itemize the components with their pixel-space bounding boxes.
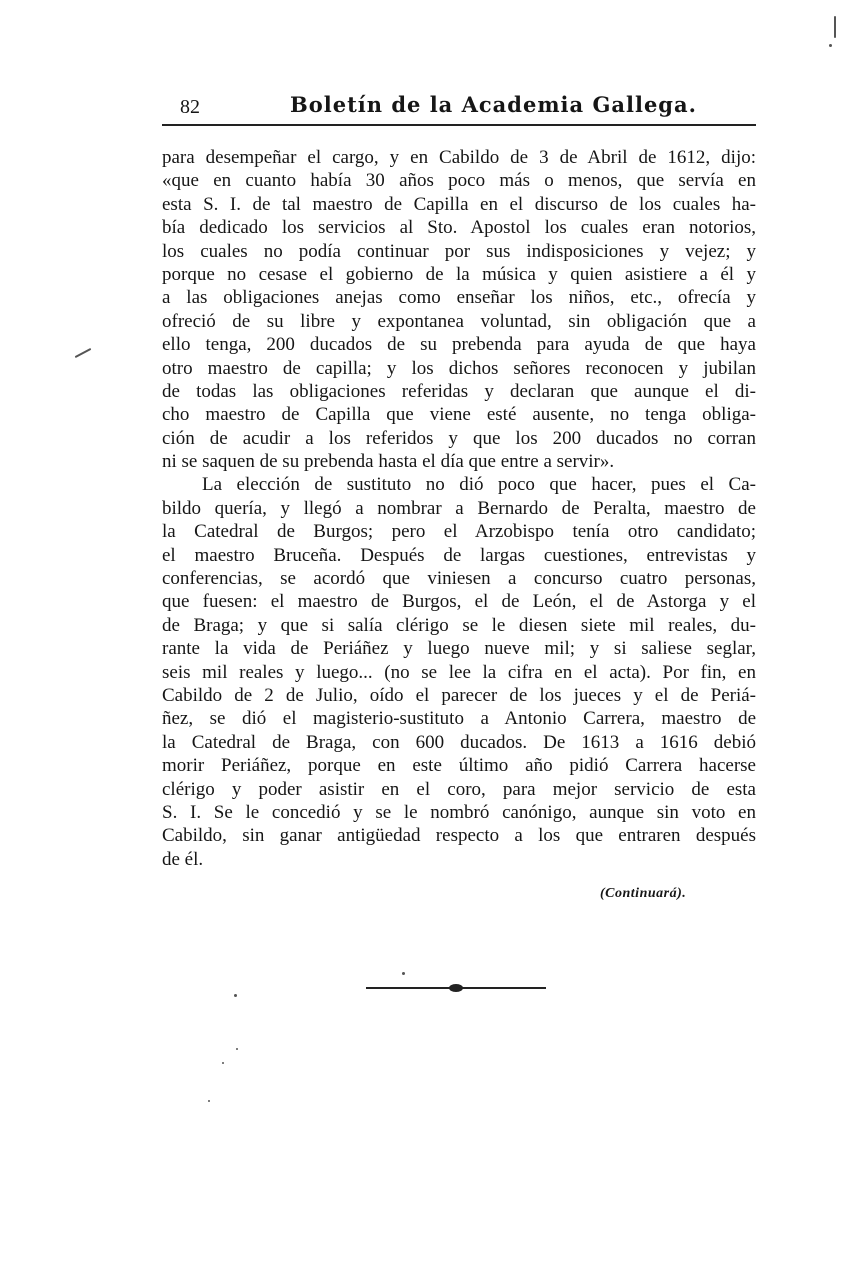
scan-speck xyxy=(834,16,836,38)
text-line: rante la vida de Periáñez y luego nueve mil; y si saliese seglar, xyxy=(162,638,756,660)
text-line: a las obligaciones anejas como enseñar los niños, etc., ofrecía y xyxy=(162,287,756,309)
end-ornament-rule xyxy=(366,980,546,996)
continued-note: (Continuará). xyxy=(600,886,687,901)
text-line: seis mil reales y luego... (no se lee la cifra en el acta). Por fin, en xyxy=(162,661,756,683)
scan-speck xyxy=(402,972,405,975)
text-line: morir Periáñez, porque en este último año pidió Carrera hacerse xyxy=(162,755,756,777)
text-line: ofreció de su libre y expontanea voluntad, sin obligación que a xyxy=(162,310,756,332)
page-number: 82 xyxy=(180,96,200,118)
text-line: ello tenga, 200 ducados de su prebenda para ayuda de que haya xyxy=(162,334,756,356)
text-line: bildo quería, y llegó a nombrar a Bernardo de Peralta, maestro de xyxy=(162,497,756,519)
scan-speck xyxy=(236,1048,238,1050)
article-body xyxy=(162,146,756,871)
scan-speck xyxy=(222,1062,224,1064)
text-line: porque no cesase el gobierno de la música y quien asistiere a él y xyxy=(162,263,756,285)
ornament-center-dot xyxy=(449,984,463,992)
text-line: Cabildo, sin ganar antigüedad respecto a los que entraren después xyxy=(162,825,756,847)
scan-speck xyxy=(234,994,237,997)
journal-title: Boletín de la Academia Gallega. xyxy=(290,92,697,117)
text-line: cho maestro de Capilla que viene esté ausente, no tenga obliga- xyxy=(162,404,756,426)
running-header xyxy=(162,90,756,122)
text-line: S. I. Se le concedió y se le nombró canónigo, aunque sin voto en xyxy=(162,801,756,823)
text-line: el maestro Bruceña. Después de largas cuestiones, entrevistas y xyxy=(162,544,756,566)
text-line: esta S. I. de tal maestro de Capilla en el discurso de los cuales ha- xyxy=(162,193,756,215)
text-line: para desempeñar el cargo, y en Cabildo de 3 de Abril de 1612, dijo: xyxy=(162,147,756,168)
text-line: «que en cuanto había 30 años poco más o menos, que servía en xyxy=(162,170,756,192)
text-line: ción de acudir a los referidos y que los 200 ducados no corran xyxy=(162,427,756,449)
text-line: Cabildo de 2 de Julio, oído el parecer de los jueces y el de Periá- xyxy=(162,684,756,706)
text-line: bía dedicado los servicios al Sto. Apostol los cuales eran notorios, xyxy=(162,217,756,239)
paragraph-end-line: ni se saquen de su prebenda hasta el día que entre a servir». xyxy=(162,451,615,473)
paragraph-start-line: La elección de sustituto no dió poco que hacer, pues el Ca- xyxy=(202,474,756,496)
scan-speck xyxy=(75,348,92,358)
scan-speck xyxy=(829,44,832,47)
text-line: clérigo y poder asistir en el coro, para mejor servicio de esta xyxy=(162,778,756,800)
text-line: conferencias, se acordó que viniesen a concurso cuatro personas, xyxy=(162,568,756,590)
header-rule xyxy=(162,124,756,126)
text-line: la Catedral de Braga, con 600 ducados. De 1613 a 1616 debió xyxy=(162,731,756,753)
scan-speck xyxy=(208,1100,210,1102)
text-line: otro maestro de capilla; y los dichos señores reconocen y jubilan xyxy=(162,357,756,379)
paragraph-end-line: de él. xyxy=(162,848,204,870)
text-line: de Braga; y que si salía clérigo se le diesen siete mil reales, du- xyxy=(162,614,756,636)
text-line: los cuales no podía continuar por sus indisposiciones y vejez; y xyxy=(162,240,756,262)
text-line: ñez, se dió el magisterio-sustituto a Antonio Carrera, maestro de xyxy=(162,708,756,730)
text-line: que fuesen: el maestro de Burgos, el de León, el de Astorga y el xyxy=(162,591,756,613)
text-line: de todas las obligaciones referidas y declaran que aunque el di- xyxy=(162,380,756,402)
text-line: la Catedral de Burgos; pero el Arzobispo tenía otro candidato; xyxy=(162,521,756,543)
